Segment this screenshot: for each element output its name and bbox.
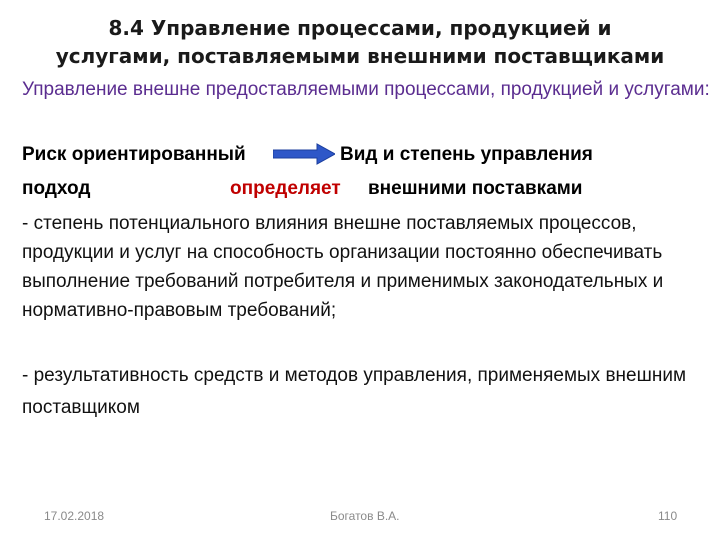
criterion-paragraph-1: - степень потенциального влияния внешне поставляемых процессов, продукции и услуг на способность организации постоянно обеспечивать выполнение требований потребителя и применимых законодательных и нормативно-правовым требований; [22, 213, 664, 321]
footer-date: 17.02.2018 [44, 509, 105, 523]
risk-approach-line1: Риск ориентированный [22, 144, 246, 165]
control-type-line1: Вид и степень управления [340, 144, 593, 165]
slide-title [0, 14, 720, 70]
criterion-paragraph-2: - результативность средств и методов управления, применяемых внешним поставщиком [22, 365, 687, 418]
right-arrow-icon [273, 143, 335, 165]
control-type-line2: внешними поставками [368, 178, 583, 199]
risk-approach-line2: подход [22, 178, 91, 199]
subtitle: Управление внешне предоставляемыми процессами, продукцией и услугами: [22, 79, 710, 100]
slide-title-line1: 8.4 Управление процессами, продукцией и [108, 16, 612, 40]
slide-title-line2: услугами, поставляемыми внешними поставщиками [55, 44, 665, 68]
determines-label: определяет [230, 178, 341, 199]
page-number: 110 [658, 509, 678, 523]
footer-author: Богатов В.А. [330, 509, 400, 523]
